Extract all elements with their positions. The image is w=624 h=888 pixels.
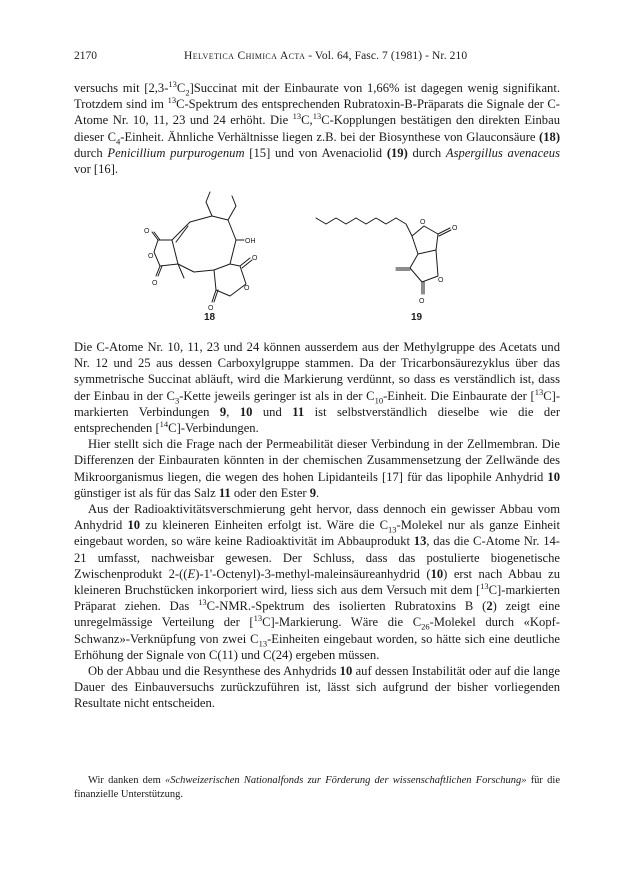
atom-label: O bbox=[144, 228, 150, 235]
paragraph-5: Ob der Abbau und die Resynthese des Anhydrids 10 auf dessen Instabilität oder auf die lange Dauer des Einbauversuchs zurückzuführen ist, lässt sich aufgrund der bisher vorliegenden Resultate nicht entscheiden. bbox=[74, 664, 561, 711]
atom-label: O bbox=[420, 219, 426, 226]
journal-volume: - Vol. 64, Fasc. 7 (1981) - Nr. 210 bbox=[305, 50, 468, 62]
atom-label: O bbox=[252, 255, 258, 262]
paragraph-4: Aus der Radioaktivitätsverschmierung geht hervor, dass dennoch ein gewisser Abbau vom Anhydrid 10 zu kleineren Einheiten erfolgt ist. Wäre die $C_{13}$-Molekel nur als ganze Einheit eingebaut worden, so wäre keine Radioaktivität im Abbauprodukt 13, das die C-Atome Nr. 14-21 umfasst, nachweisbar gewesen. Der Schluss, dass das postulierte biogenetische Zwischenprodukt 2-((E)-1'-Octenyl)-3-methyl-maleinsäureanhydrid (10) erst nach Abbau zu kleineren Bruchstücken inkorporiert wird, liess sich aus dem Versuch mit dem [$^{13}$C]-markierten Präparat ziehen. Das $^{13}$C-NMR.-Spektrum des isolierten Rubratoxins B (2) zeigt eine unregelmässige Verteilung der [$^{13}$C]-Markierung. Wäre die $C_{26}$-Molekel durch «Kopf-Schwanz»-Verknüpfung von zwei $C_{13}$-Einheiten eingebaut worden, so hätte sich eine deutliche Erhöhung der Signale von C(11) und C(24) ergeben müssen. bbox=[74, 502, 561, 662]
page-number: 2170 bbox=[74, 50, 97, 62]
journal-name: Helvetica Chimica Acta bbox=[184, 50, 306, 62]
chemical-structures bbox=[140, 188, 500, 328]
journal-running-title bbox=[184, 50, 467, 62]
structure-18-drawing bbox=[144, 192, 258, 312]
atom-label: O bbox=[438, 277, 444, 284]
compound-label-19: 19 bbox=[411, 312, 423, 323]
atom-label: O bbox=[148, 253, 154, 260]
structure-19-drawing bbox=[316, 218, 458, 305]
acknowledgement bbox=[74, 774, 560, 801]
body-text-top bbox=[74, 80, 560, 177]
atom-label: O bbox=[152, 280, 158, 287]
paragraph-1: versuchs mit $[2,3-^{13}C_2]Succinat$ mit der Einbaurate von 1,66% ist dagegen wenig signifikant. Trotzdem sind im $^{13}$C-Spektrum des entsprechenden Rubratoxin-B-Präparats die Signale der C-Atome Nr. 10, 11, 23 und 24 erhöht. Die $^{13}$C,$^{13}$C-Kopplungen bestätigen den direkten Einbau dieser $C_4$-Einheit. Ähnliche Verhältnisse liegen z.B. bei der Biosynthese von Glauconsäure (18) durch Penicillium purpurogenum [15] und von Avenaciolid (19) durch Aspergillus avenaceus vor [16]. bbox=[74, 78, 561, 177]
running-header bbox=[74, 50, 562, 66]
paragraph-3: Hier stellt sich die Frage nach der Permeabilität dieser Verbindung in der Zellmembran. Die Differenzen der Einbauraten könnten in der chemischen Zusammensetzung der Zellwände des Mikroorganismus liegen, die wegen des hohen Lipidanteils [17] für das lipophile Anhydrid 10 günstiger ist als für das Salz 11 oder den Ester 9. bbox=[74, 437, 560, 500]
atom-label: OH bbox=[245, 238, 256, 245]
paragraph-2: Die C-Atome Nr. 10, 11, 23 und 24 können ausserdem aus der Methylgruppe des Acetats und Nr. 12 und 25 aus dessen Carboxylgruppe stammen. Da der Tricarbonsäurezyklus über das symmetrische Succinat abläuft, wird die Markierung verdünnt, so dass es verständlich ist, dass der Einbau in der $C_3$-Kette jeweils geringer ist als in der $C_{10}$-Einheit. Die Einbaurate der [$^{13}$C]-markierten Verbindungen 9, 10 und 11 ist selbstverständlich dieselbe wie die der entsprechenden [$^{14}$C]-Verbindungen. bbox=[74, 340, 561, 436]
structure-figure bbox=[140, 188, 500, 328]
compound-label-18: 18 bbox=[204, 312, 216, 323]
atom-label: O bbox=[208, 305, 214, 312]
acknowledgement-text: Wir danken dem «Schweizerischen Nationalfonds zur Förderung der wissenschaftlichen Forschung» für die finanzielle Unterstützung. bbox=[74, 775, 560, 800]
atom-label: O bbox=[452, 225, 458, 232]
atom-label: O bbox=[244, 285, 250, 292]
body-text-main bbox=[74, 339, 560, 712]
atom-label: O bbox=[419, 298, 425, 305]
